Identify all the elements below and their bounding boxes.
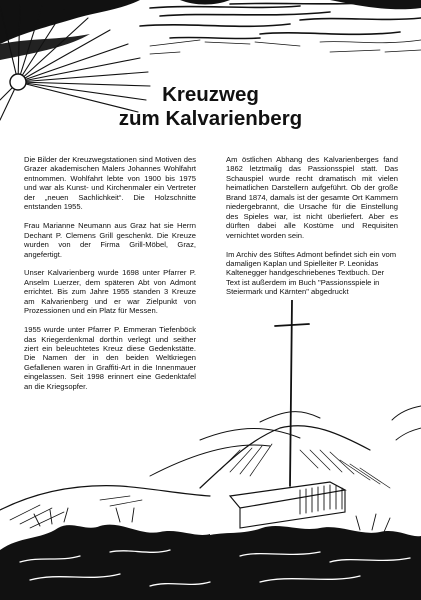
page-title-line-1: Kreuzweg [162,83,259,106]
paragraph-history: Unser Kalvarienberg wurde 1698 unter Pfarrer P. Anselm Luerzer, dem späteren Abt von Admont errichtet. Bis zum Jahre 1955 standen 3 Kreuze am Kalvarienberg und er war Zielpunkt von Prozessionen und ein Platz für Messen. [24,268,196,316]
paragraph-memorial: 1955 wurde unter Pfarrer P. Emmeran Tiefenböck das Kriegerdenkmal dorthin verlegt und seither ziert ein beleuchtetes Kreuz diese Gedenkstätte. Die Namen der in den beiden Weltkriegen Gefallenen waren in Graffiti-Art in die Innenmauer eingelassen. Seit 1998 erinnert eine Gedenktafel an die Kriegsopfer. [24,325,196,391]
left-text-column [24,155,196,401]
paragraph-donation: Frau Marianne Neumann aus Graz hat sie Herrn Dechant P. Clemens Grill geschenkt. Die Kreuze wurden von der Firma Grill-Möbel, Graz, angefertigt. [24,221,196,259]
cross-icon [290,300,292,486]
paragraph-artist: Die Bilder der Kreuzwegstationen sind Motiven des Grazer akademischen Malers Johannes Wohlfahrt entnommen. Wohlfahrt lebte von 1900 bis 1975 und war als Kunst- und Kirchenmaler ein Vertreter der „neuen Sachlichkeit“. Die Holzschnitte entstanden 1955. [24,155,196,212]
right-text-column [226,155,398,306]
paragraph-archive: Im Archiv des Stiftes Admont befindet sich ein vom damaligen Kaplan und Spielleiter P. Leonidas Kaltenegger handgeschriebenes Textbuch. Der Text ist außerdem im Buch "Passionsspiele in Steiermark und Kärnten" abgedruckt [226,249,397,297]
paragraph-passion-play: Am östlichen Abhang des Kalvarienberges fand 1862 letztmalig das Passionsspiel statt. Das Schauspiel wurde recht dramatisch mit vielen heimatlichen Darstellern aufgeführt. Ob der große Brand 1874, damals ist der gesamte Ort Kammern niedergebrannt, die Ursache für die Einstellung des Spieles war, ist nicht überliefert. Aber es dürften dabei alle Kostüme und Requisiten vernichtet worden sein. [226,155,398,240]
page-title-line-2: zum Kalvarienberg [118,107,303,130]
